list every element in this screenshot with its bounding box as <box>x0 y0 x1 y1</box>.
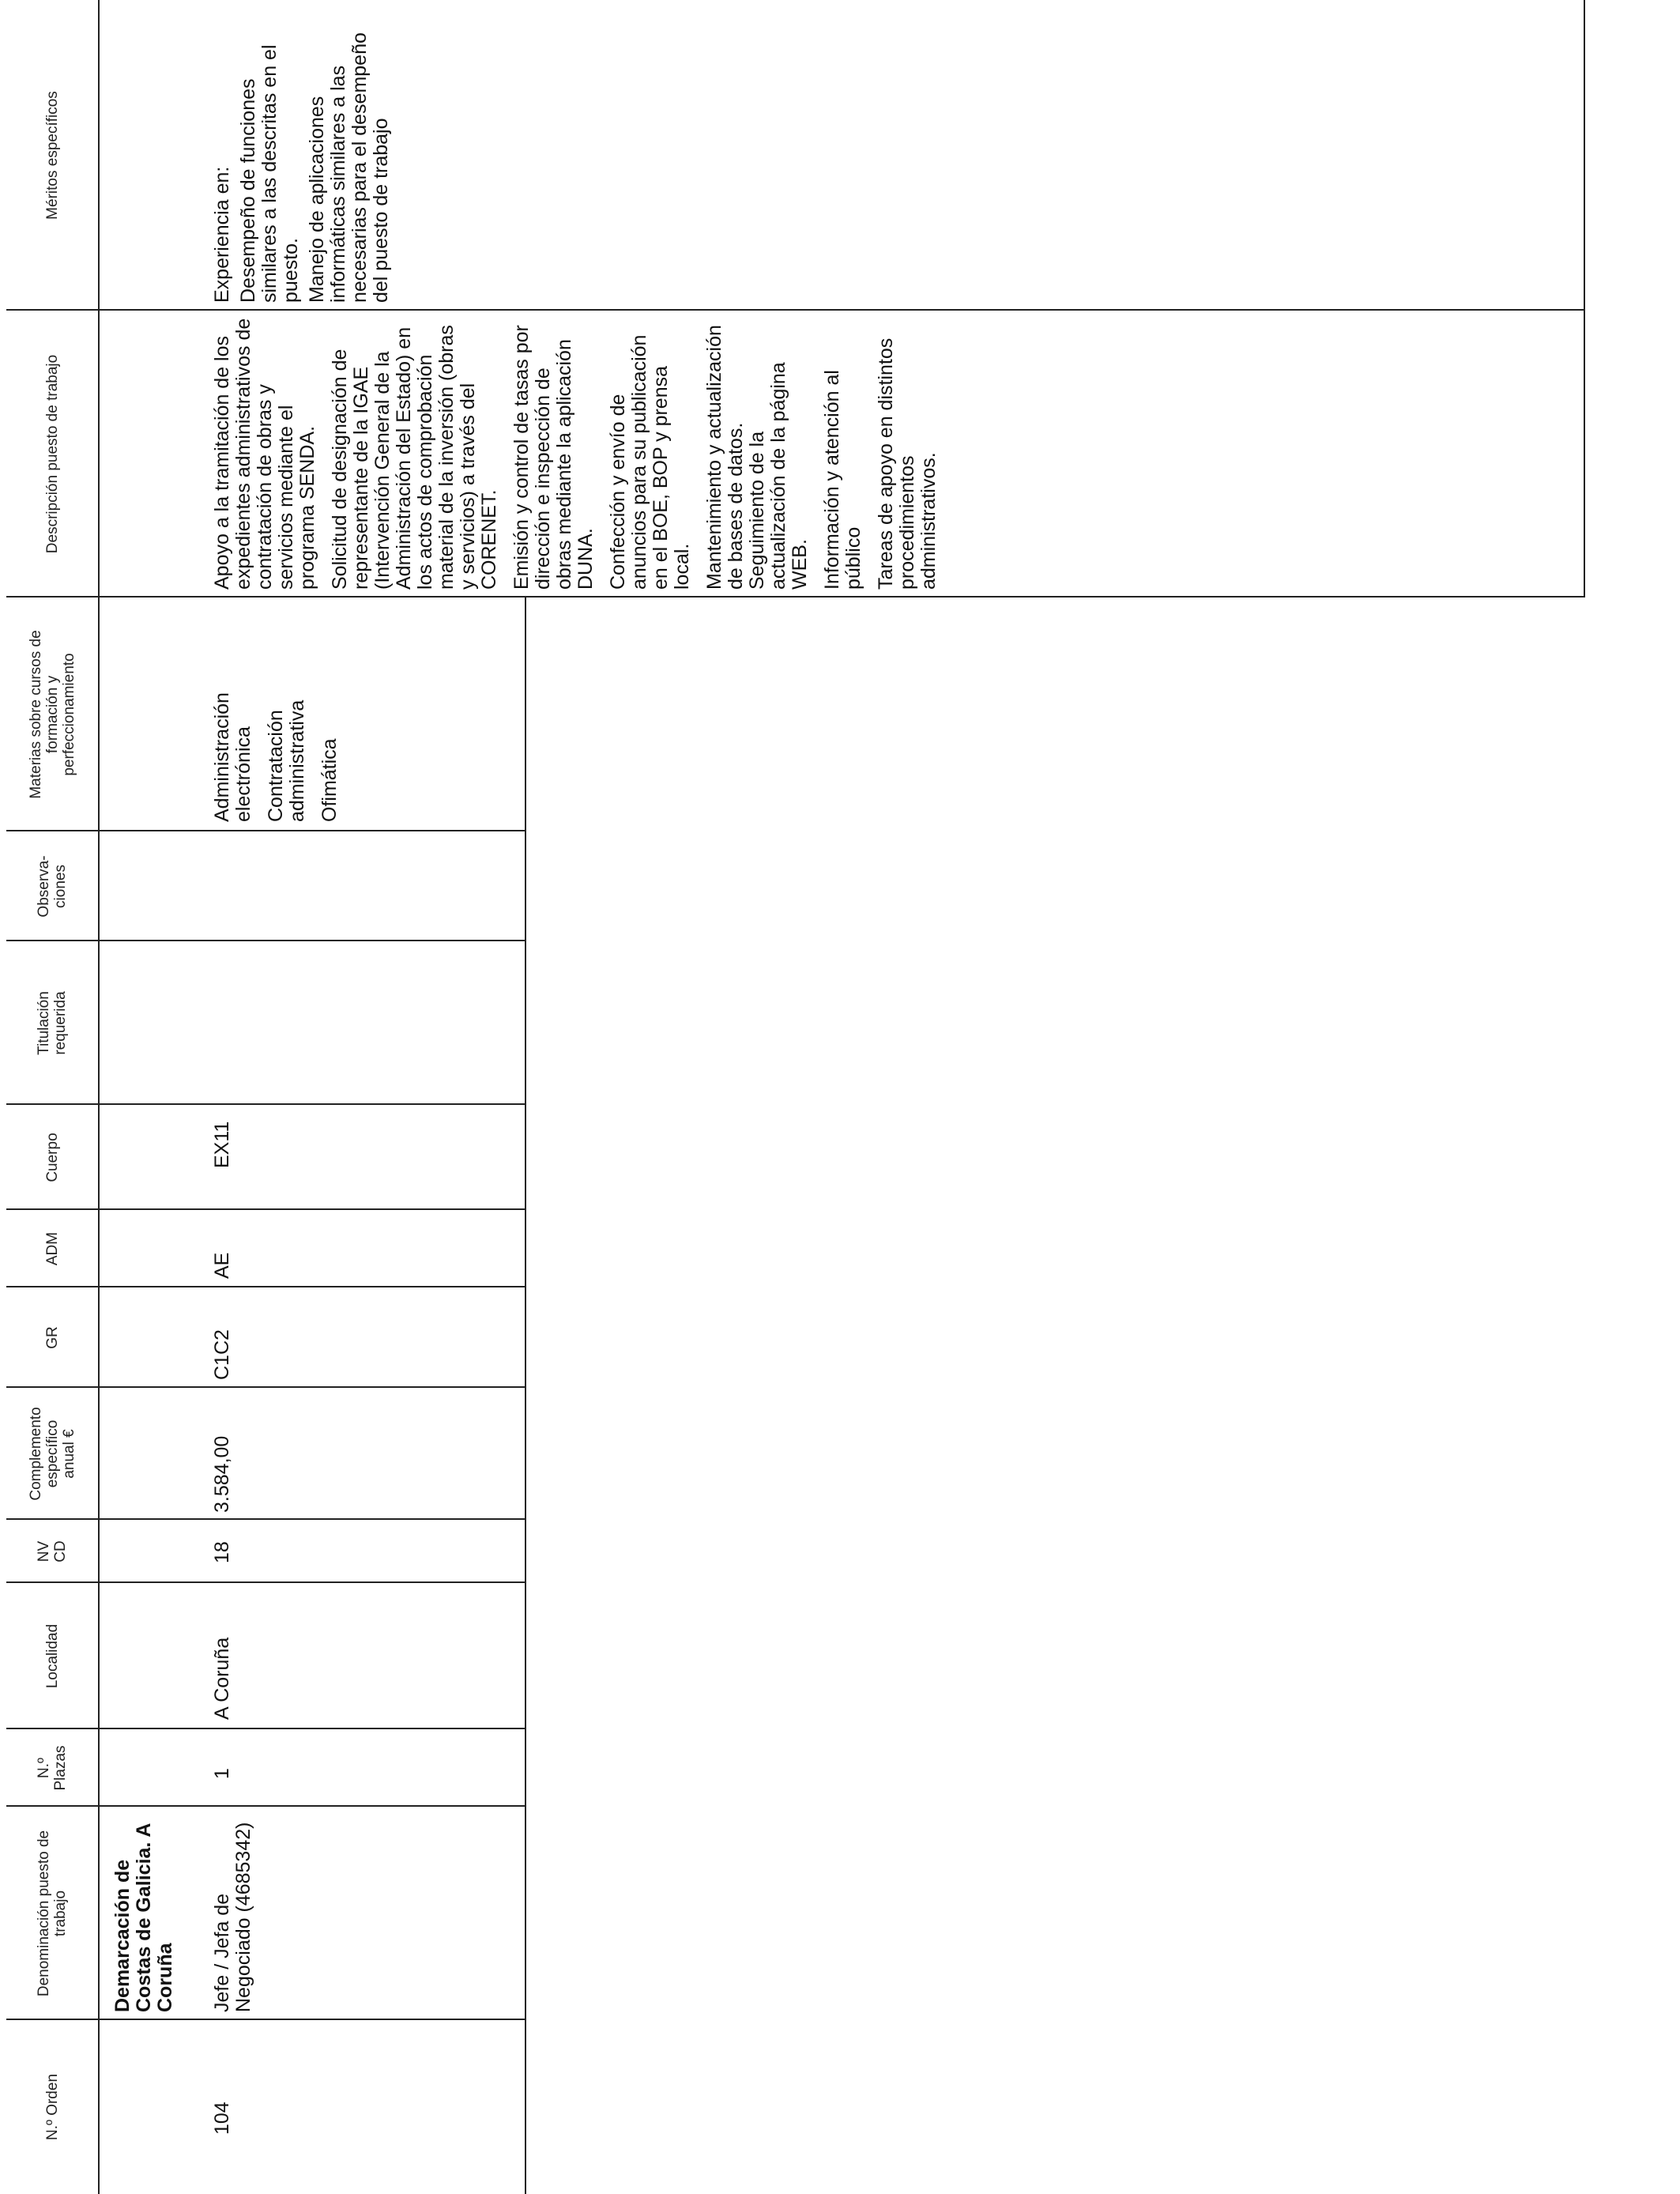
header-bottom-rule <box>98 0 100 2194</box>
cell-localidad: A Coruña <box>211 1637 233 1720</box>
cell-orden: 104 <box>211 2102 233 2135</box>
header-orden: N.º Orden <box>43 2073 61 2141</box>
header-plazas: N.º Plazas <box>36 1745 69 1791</box>
cell-gr: C1C2 <box>211 1329 233 1380</box>
header-adm: ADM <box>43 1231 61 1266</box>
header-meritos: Méritos específicos <box>43 91 61 220</box>
cell-cuerpo: EX11 <box>211 1121 233 1168</box>
descripcion-item: Mantenimiento y actualización de bases de datos. Seguimiento de la actualización de la página WEB. <box>703 325 811 590</box>
header-nvcd: NV CD <box>36 1540 69 1563</box>
merito-item: Desempeño de funciones similares a las descritas en el puesto. <box>237 44 302 303</box>
table-bottom-rule <box>525 598 526 2194</box>
descripcion-item: Emisión y control de tasas por dirección e inspección de obras mediante la aplicación DUNA. <box>510 325 597 590</box>
column-divider <box>6 309 1585 311</box>
cell-adm: AE <box>211 1252 233 1279</box>
section-title: Demarcación de Costas de Galicia. A Coruña <box>111 1823 176 2012</box>
descripcion-item: Tareas de apoyo en distintos procedimientos administrativos. <box>875 337 940 590</box>
merito-item: Experiencia en: <box>211 166 233 303</box>
cell-denominacion: Jefe / Jefa de Negociado (4685342) <box>211 1822 254 2012</box>
materia-item: Administración electrónica <box>211 692 254 822</box>
cell-descripcion <box>212 317 951 590</box>
header-complemento: Complemento específico anual € <box>27 1407 77 1501</box>
header-descripcion: Descripción puesto de trabajo <box>43 354 61 554</box>
cell-nvcd: 18 <box>211 1541 233 1563</box>
header-titulacion: Titulación requerida <box>36 991 69 1055</box>
materia-item: Contratación administrativa <box>265 699 308 822</box>
header-cuerpo: Cuerpo <box>43 1133 61 1182</box>
header-localidad: Localidad <box>43 1623 61 1689</box>
header-observaciones: Observa- ciones <box>36 855 69 918</box>
cell-materias <box>212 609 352 822</box>
column-divider <box>6 596 1585 598</box>
merito-item: Manejo de aplicaciones informáticas similares a las necesarias para el desempeño del puesto de trabajo <box>306 32 392 303</box>
cell-meritos <box>212 6 403 303</box>
descripcion-item: Confección y envío de anuncios para su publicación en el BOE, BOP y prensa local. <box>607 334 693 590</box>
table-right-bottom-rule <box>1584 0 1585 598</box>
cell-plazas: 1 <box>211 1768 233 1779</box>
descripcion-item: Solicitud de designación de representante de la IGAE (Intervención General de la Administración del Estado) en los actos de comprobación material de la inversión (obras y servicios) a través del CORENET. <box>329 325 500 590</box>
header-gr: GR <box>43 1326 61 1349</box>
header-denominacion: Denominación puesto de trabajo <box>36 1830 69 1997</box>
descripcion-item: Información y atención al público <box>821 370 864 590</box>
cell-complemento: 3.584,00 <box>211 1435 233 1513</box>
materia-item: Ofimática <box>318 738 341 822</box>
header-materias: Materias sobre cursos de formación y perfeccionamiento <box>27 630 77 799</box>
descripcion-item: Apoyo a la tramitación de los expedientes administrativos de contratación de obras y servicios mediante el programa SENDA. <box>211 318 318 590</box>
